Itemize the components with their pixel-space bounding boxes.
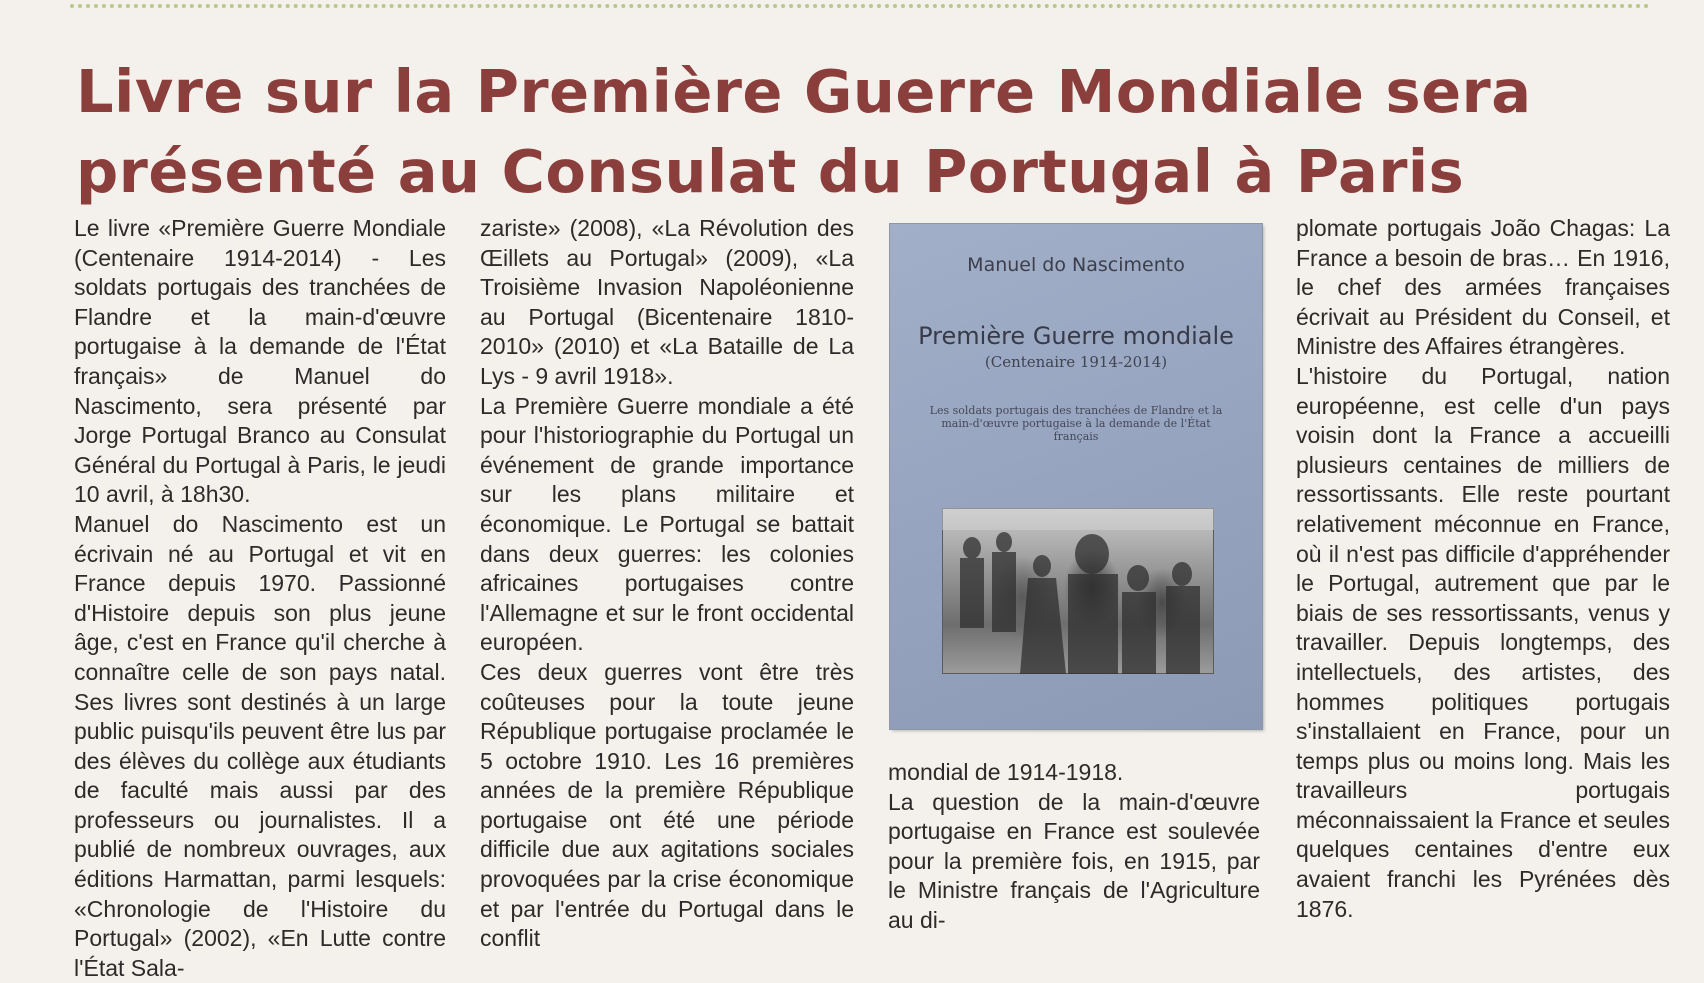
book-title: Première Guerre mondiale [918, 322, 1234, 350]
article-column-2 [480, 214, 854, 954]
article-column-1 [74, 214, 446, 983]
paragraph: Le livre «Première Guerre Mondiale (Centenaire 1914-2014) - Les soldats portugais des tranchées de Flandre et la main-d'œuvre portugaise à la demande de l'État français» de Manuel do Nascimento, sera présenté par Jorge Portugal Branco au Consulat Général du Portugal à Paris, le jeudi 10 avril, à 18h30. [74, 215, 446, 508]
paragraph: Manuel do Nascimento est un écrivain né au Portugal et vit en France depuis 1970. Passionné d'Histoire depuis son plus jeune âge, c'est en France qu'il cherche à connaître celle de son pays natal. Ses livres sont destinés à un large public puisqu'ils peuvent être lus par des élèves du collège aux étudiants de faculté mais aussi par des professeurs ou journalistes. Il a publié de nombreux ouvrages, aux éditions Harmattan, parmi lesquels: «Chronologie de l'Histoire du Portugal» (2002), «En Lutte contre l'État Sala- [74, 510, 446, 981]
book-subtitle: (Centenaire 1914-2014) [984, 353, 1168, 371]
paragraph: L'histoire du Portugal, nation européenne, est celle d'un pays voisin dont la France a accueilli plusieurs centaines de milliers de ressortissants. Elle reste pourtant relativement méconnue en France, où il n'est pas difficile d'appréhender le Portugal, autrement que par le biais de ses ressortissants, venus y travailler. Depuis longtemps, des intellectuels, des artistes, des hommes politiques portugais s'installaient en France, pour un temps plus ou moins long. Mais les travailleurs portugais méconnaissaient la France et seules quelques centaines d'entre eux avaient franchi les Pyrénées dès 1876. [1296, 362, 1670, 922]
paragraph: La question de la main-d'œuvre portugaise en France est soulevée pour la première fois, en 1915, par le Ministre français de l'Agriculture au di- [888, 788, 1260, 933]
book-author: Manuel do Nascimento [967, 254, 1185, 276]
top-dotted-divider [70, 4, 1650, 8]
book-description: Les soldats portugais des tranchées de Flandre et la main-d'œuvre portugaise à la demande de l'État français [929, 404, 1223, 443]
paragraph: mondial de 1914-1918. [888, 759, 1124, 785]
paragraph: Ces deux guerres vont être très coûteuses pour la toute jeune République portugaise proclamée le 5 octobre 1910. Les 16 premières années de la première République portugaise ont été une période difficile due aux agitations sociales provoquées par la crise économique et par l'entrée du Portugal dans le conflit [480, 658, 854, 952]
paragraph: zariste» (2008), «La Révolution des Œillets au Portugal» (2009), «La Troisième Invasion Napoléonienne au Portugal (Bicentenaire 1810-2010» (2010) et «La Bataille de La Lys - 9 avril 1918». [480, 215, 854, 389]
headline-line-1: Livre sur la Première Guerre Mondiale sera [76, 57, 1532, 126]
article-column-4 [1296, 214, 1670, 924]
headline-line-2: présenté au Consulat du Portugal à Paris [76, 137, 1465, 206]
paragraph: La Première Guerre mondiale a été pour l'historiographie du Portugal un événement de grande importance sur les plans militaire et économique. Le Portugal se battait dans deux guerres: les colonies africaines portugaises contre l'Allemagne et sur le front occidental européen. [480, 392, 854, 656]
paragraph: plomate portugais João Chagas: La France a besoin de bras… En 1916, le chef des armées françaises écrivait au Président du Conseil, et Ministre des Affaires étrangères. [1296, 215, 1670, 360]
historical-photo-icon [942, 508, 1214, 674]
article-headline [76, 52, 1676, 212]
book-cover-image [890, 224, 1262, 729]
article-column-3 [888, 758, 1260, 936]
